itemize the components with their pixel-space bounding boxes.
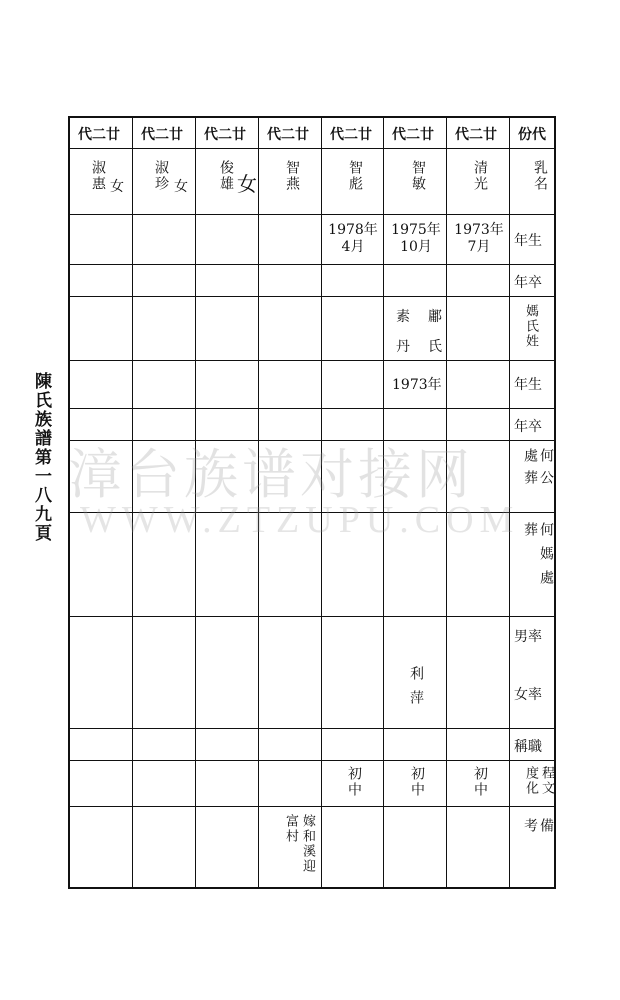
member-gender-tag: 女 <box>237 172 257 196</box>
birth-month: 7月 <box>467 239 491 255</box>
education-value: 初中 <box>409 766 425 798</box>
row-divider <box>70 214 554 215</box>
marriage-note: 嫁和溪迎富村 <box>283 814 315 874</box>
row-divider <box>70 760 554 761</box>
generation-header: 代二廿 <box>141 127 183 143</box>
member-name: 智敏 <box>410 160 426 192</box>
row-divider <box>70 806 554 807</box>
birth-month: 10月 <box>400 239 432 255</box>
generation-header: 代二廿 <box>204 127 246 143</box>
row-label-spouse: 媽氏姓 <box>523 304 538 349</box>
member-name: 清光 <box>472 160 488 192</box>
page-side-title: 陳氏族譜第一八九頁 <box>31 372 51 543</box>
label-col-header: 份代 <box>518 127 546 143</box>
education-value: 初中 <box>346 766 362 798</box>
member-name: 淑珍 <box>153 160 169 192</box>
row-label-daughters: 女率 <box>514 687 542 703</box>
row-label-birth: 年生 <box>514 233 542 249</box>
member-name: 智彪 <box>347 160 363 192</box>
birth-year: 1975年 <box>391 222 441 238</box>
education-value: 初中 <box>472 766 488 798</box>
birth-year: 1973年 <box>454 222 504 238</box>
row-divider <box>70 728 554 729</box>
row-label-sons: 男率 <box>514 629 542 645</box>
birth-year: 1978年 <box>328 222 378 238</box>
row-label-name: 乳名 <box>532 160 548 192</box>
row-divider <box>70 408 554 409</box>
spouse-name-line2: 丹氏 <box>396 339 460 355</box>
member-name: 俊雄 <box>218 160 234 192</box>
member-gender-tag: 女 <box>110 179 124 195</box>
spouse-birth: 1973年 <box>392 377 442 393</box>
row-label-death: 年卒 <box>514 275 542 291</box>
row-label-notes: 備考 <box>522 818 554 856</box>
row-label-education: 程文度化 <box>523 766 554 796</box>
row-divider <box>70 264 554 265</box>
row-divider <box>70 616 554 617</box>
watermark-cn: 漳台族谱对接网 <box>68 443 474 506</box>
birth-month: 4月 <box>341 239 365 255</box>
row-label-spouse-death: 年卒 <box>514 419 542 435</box>
row-divider <box>70 360 554 361</box>
birth-date <box>323 222 383 256</box>
generation-header: 代二廿 <box>78 127 120 143</box>
row-label-title: 稱職 <box>514 739 542 755</box>
watermark-en: WWW.ZTZUPU.COM <box>80 499 520 541</box>
row-label-grave-mother: 何媽處葬 <box>522 522 554 594</box>
row-divider <box>70 148 554 149</box>
generation-header: 代二廿 <box>455 127 497 143</box>
birth-date <box>449 222 509 256</box>
generation-header: 代二廿 <box>330 127 372 143</box>
generation-header: 代二廿 <box>392 127 434 143</box>
generation-header: 代二廿 <box>267 127 309 143</box>
birth-date <box>386 222 446 256</box>
row-label-grave-father: 何公處葬 <box>522 448 554 492</box>
spouse-name-line1: 素鄘 <box>396 309 460 325</box>
member-name: 淑惠 <box>90 160 106 192</box>
row-divider <box>70 296 554 297</box>
row-label-spouse-birth: 年生 <box>514 377 542 393</box>
member-name: 智燕 <box>284 160 300 192</box>
daughter-name: 利萍 <box>408 666 424 714</box>
member-gender-tag: 女 <box>174 179 188 195</box>
